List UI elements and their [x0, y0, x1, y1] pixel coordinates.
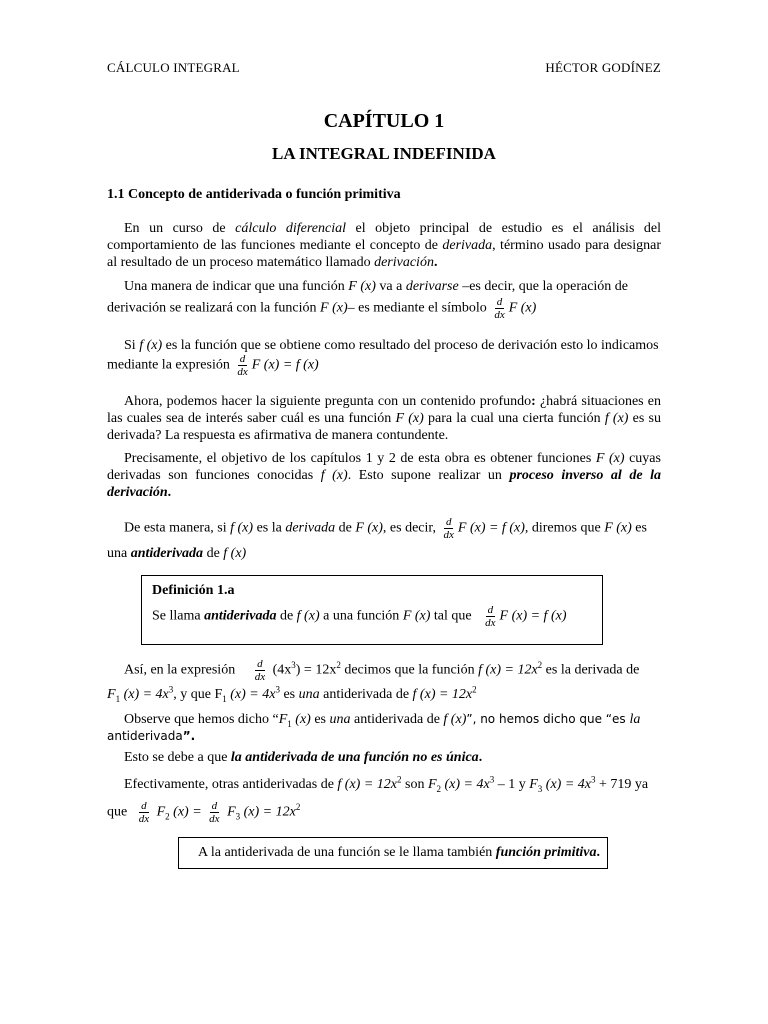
- math-expr: (x): [291, 712, 311, 727]
- text-bold-italic: la antiderivada de una función no es única: [230, 750, 479, 765]
- text: es la derivada de: [542, 662, 640, 678]
- text: para la cual una cierta función: [423, 411, 605, 426]
- math-expr: ) = 12x: [295, 662, 337, 678]
- paragraph-observe-line1: [124, 711, 640, 728]
- paragraph-observe-line2: [107, 728, 195, 745]
- frac-den: dx: [254, 671, 266, 683]
- text: una: [107, 546, 131, 561]
- text: decimos que la función: [340, 662, 479, 678]
- math-expr: (x) = 4x: [542, 777, 591, 792]
- frac-den: dx: [443, 529, 454, 541]
- text: – es mediante el símbolo: [347, 300, 487, 316]
- math-expr: F: [107, 687, 116, 702]
- text: antiderivada de: [350, 712, 444, 727]
- frac-den: dx: [485, 617, 496, 629]
- subscript: 3: [235, 811, 241, 822]
- text: Una manera de indicar que una función: [124, 279, 349, 294]
- text: antiderivada: [107, 729, 183, 743]
- text: Esto se debe a que: [124, 750, 231, 765]
- text-italic: la: [629, 712, 641, 727]
- definition-box: [141, 575, 603, 645]
- exponent: 3: [275, 684, 280, 695]
- definition-title: Definición 1.a: [152, 583, 235, 598]
- text: , y que F: [173, 687, 223, 702]
- math-expr: (x) =: [169, 804, 202, 820]
- text-bold: ”.: [182, 729, 196, 743]
- text: Precisamente, el objetivo de los capítulos 1 y 2 de esta obra es obtener funciones: [124, 451, 596, 466]
- subscript: 1: [222, 693, 227, 704]
- paragraph-result: [124, 337, 659, 354]
- subscript: 3: [537, 783, 543, 794]
- exponent: 3: [291, 660, 296, 671]
- math-expr: (x) = 4x: [226, 687, 276, 702]
- derivative-operator: [137, 800, 151, 825]
- exponent: 3: [590, 774, 596, 785]
- text: que: [107, 804, 128, 820]
- paragraph-objective: [107, 450, 661, 501]
- paragraph-antiderivative-line1: [124, 516, 647, 541]
- text-italic: derivada: [285, 520, 336, 536]
- chapter-subtitle: LA INTEGRAL INDEFINIDA: [272, 144, 496, 163]
- frac-den: dx: [494, 309, 505, 321]
- exponent: 3: [168, 684, 174, 695]
- text-bold-italic: función primitiva: [495, 845, 597, 860]
- math-expr: F (x) = f (x): [251, 357, 319, 373]
- text-italic: una: [298, 687, 320, 702]
- math-expr: f (x): [604, 411, 629, 426]
- math-expr: F (x): [595, 451, 625, 466]
- text-bold: .: [478, 750, 483, 765]
- text: son: [401, 777, 428, 792]
- text: es la: [253, 520, 286, 536]
- text: Efectivamente, otras antiderivadas de: [124, 777, 338, 792]
- paragraph-example-line1: [124, 658, 639, 683]
- math-expr: F (x) = f (x): [499, 608, 567, 624]
- math-expr: F: [278, 712, 288, 727]
- math-expr: F (x): [508, 300, 537, 316]
- frac-den: dx: [209, 813, 220, 825]
- math-expr: (x) = 4x: [441, 777, 490, 792]
- text: cuyas derivadas son funciones conocidas: [107, 451, 661, 483]
- frac-den: dx: [237, 366, 248, 378]
- text: es la función que se obtiene como resultado del proceso de derivación esto lo indicamos: [162, 338, 659, 353]
- text-italic: derivación: [374, 255, 434, 270]
- text: es: [310, 712, 330, 727]
- math-expr: F: [227, 804, 236, 820]
- text: mediante la expresión: [107, 357, 230, 373]
- text-bold: .: [167, 485, 172, 500]
- math-expr: F (x): [402, 608, 431, 624]
- text-italic: derivada: [442, 238, 493, 253]
- text: . Esto supone realizar un: [347, 468, 510, 483]
- header-left: CÁLCULO INTEGRAL: [107, 60, 240, 75]
- text: de: [276, 608, 297, 624]
- text: Observe que hemos dicho “: [124, 712, 279, 727]
- frac-num: d: [211, 800, 218, 812]
- text-italic: una: [329, 712, 351, 727]
- frac-num: d: [257, 658, 263, 670]
- derivative-operator: [492, 296, 506, 321]
- text: Ahora, podemos hacer la siguiente pregunta con un contenido profundo: [124, 394, 532, 409]
- paragraph-other-antiderivatives-line2: [107, 800, 300, 825]
- note-box: [178, 837, 608, 869]
- text: a una función: [319, 608, 403, 624]
- text-bold-italic: antiderivada: [130, 546, 204, 561]
- paragraph-not-unique: [124, 749, 482, 766]
- paragraph-result-line2: [107, 353, 319, 378]
- text: De esta manera, si: [124, 520, 231, 536]
- text: En un curso de: [124, 221, 236, 236]
- math-expr: F (x): [320, 300, 348, 316]
- derivative-operator: [442, 516, 456, 541]
- text-bold: :: [531, 394, 536, 409]
- text-bold-italic: proceso inverso al de la derivación: [107, 468, 661, 500]
- text: , es decir,: [382, 520, 436, 536]
- frac-num: d: [487, 604, 494, 616]
- text-italic: derivarse: [405, 279, 459, 294]
- text: , diremos que: [524, 520, 605, 536]
- text: es: [279, 687, 299, 702]
- paragraph-antiderivative-line2: [107, 545, 246, 562]
- derivative-operator: [483, 604, 497, 629]
- text: de: [203, 546, 224, 561]
- paragraph-example-line2: [107, 686, 477, 703]
- text: ¿habrá situaciones en las cuales sea de interés saber cuál es una función: [107, 394, 661, 426]
- definition-body: [152, 604, 566, 629]
- derivative-operator: [235, 353, 249, 378]
- text: el objeto principal de estudio es el análisis del comportamiento de las funciones mediante el concepto de: [107, 221, 662, 253]
- math-expr: F: [156, 804, 166, 820]
- header-right: HÉCTOR GODÍNEZ: [545, 60, 661, 75]
- text: Así, en la expresión: [124, 662, 236, 678]
- math-expr: F (x): [348, 279, 376, 294]
- frac-num: d: [496, 296, 503, 308]
- math-expr: f (x): [230, 520, 254, 536]
- paragraph-derivative-notation: [107, 278, 661, 295]
- derivative-operator: [207, 800, 221, 825]
- derivative-operator: [253, 658, 267, 683]
- text: va a: [375, 279, 406, 294]
- frac-den: dx: [138, 813, 150, 825]
- frac-num: d: [445, 516, 452, 528]
- text: –es decir, que la operación de: [458, 279, 629, 294]
- text: es: [631, 520, 647, 536]
- math-expr: F: [427, 777, 437, 792]
- math-expr: (4x: [272, 662, 292, 678]
- exponent: 3: [489, 774, 495, 785]
- text: A la antiderivada de una función se le llama también: [198, 845, 496, 860]
- math-expr: f (x): [320, 468, 348, 483]
- math-expr: f (x): [296, 608, 320, 624]
- chapter-title: CAPÍTULO 1: [323, 110, 445, 132]
- subscript: 2: [436, 783, 442, 794]
- text-bold-italic: antiderivada: [204, 608, 277, 624]
- math-expr: f (x): [139, 338, 163, 353]
- text-italic: cálculo diferencial: [235, 221, 347, 236]
- text: antiderivada de: [319, 687, 413, 702]
- text: Si: [124, 338, 140, 353]
- math-expr: f (x): [223, 546, 247, 561]
- frac-num: d: [141, 800, 147, 812]
- math-expr: F (x) = f (x): [457, 520, 525, 536]
- text: , término usado para designar al resultado de un proceso matemático llamado: [107, 238, 661, 270]
- paragraph-intro: [107, 220, 661, 271]
- exponent: 2: [472, 684, 477, 695]
- math-expr: F: [529, 777, 538, 792]
- exponent: 2: [295, 802, 301, 813]
- text: es su derivada? La respuesta es afirmativa de manera contundente.: [107, 411, 661, 443]
- exponent: 2: [336, 660, 341, 671]
- paragraph-derivative-notation-line2: [107, 296, 536, 321]
- text: + 719 ya: [595, 777, 649, 792]
- exponent: 2: [397, 774, 402, 785]
- text-bold: .: [433, 255, 438, 270]
- math-expr: f (x) = 12x: [412, 687, 473, 702]
- text-bold: .: [596, 845, 601, 860]
- paragraph-question: [107, 393, 661, 444]
- math-expr: F (x): [395, 411, 424, 426]
- exponent: 2: [537, 660, 543, 671]
- subscript: 1: [115, 693, 121, 704]
- text: de: [335, 520, 356, 536]
- section-heading: 1.1 Concepto de antiderivada o función primitiva: [107, 187, 401, 202]
- math-expr: (x) = 12x: [240, 804, 296, 820]
- frac-num: d: [239, 353, 246, 365]
- text: Se llama: [152, 608, 205, 624]
- text: derivación se realizará con la función: [107, 300, 321, 316]
- note-text: [198, 844, 600, 861]
- math-expr: f (x) = 12x: [337, 777, 397, 792]
- math-expr: f (x): [443, 712, 467, 727]
- text: tal que: [430, 608, 472, 624]
- text: – 1 y: [494, 777, 530, 792]
- math-expr: (x) = 4x: [120, 687, 169, 702]
- text: ”, no hemos dicho que “es: [466, 712, 630, 726]
- subscript: 1: [287, 718, 292, 729]
- math-expr: F (x): [355, 520, 383, 536]
- math-expr: F (x): [604, 520, 632, 536]
- subscript: 2: [165, 811, 170, 822]
- paragraph-other-antiderivatives-line1: [124, 776, 648, 793]
- math-expr: f (x) = 12x: [478, 662, 538, 678]
